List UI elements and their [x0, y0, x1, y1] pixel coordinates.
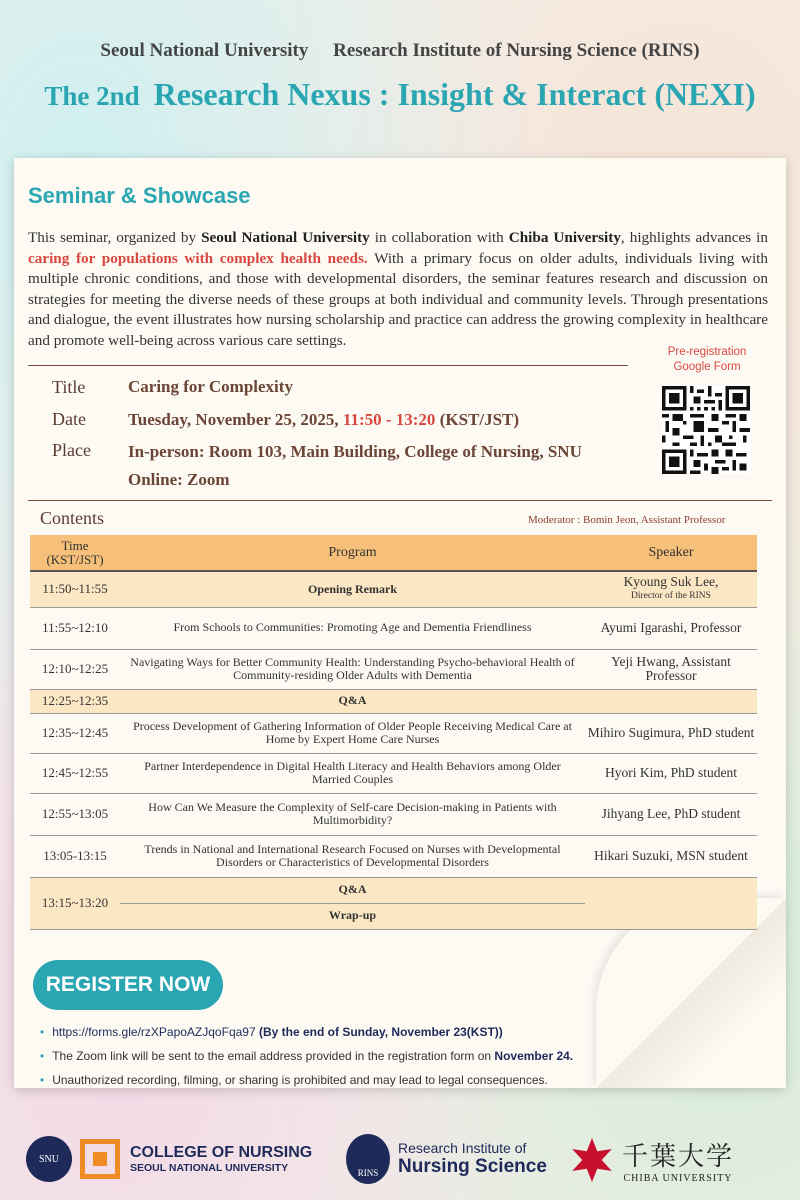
row-program: Wrap-up	[120, 903, 585, 929]
row-speaker	[585, 689, 757, 713]
recording-warning: Unauthorized recording, filming, or sharing is prohibited and may lead to legal consequences.	[52, 1073, 548, 1087]
header-time-line1: Time	[61, 537, 89, 553]
register-notes	[40, 1020, 680, 1092]
deadline-text: (By the end of Sunday, November 23(KST))	[258, 1025, 503, 1039]
row-program: How Can We Measure the Complexity of Self-care Decision-making in Patients with Multimorbidity?	[120, 793, 585, 835]
timezone-text: (KST/JST)	[435, 410, 520, 429]
row-time: 12:25~12:35	[30, 689, 120, 713]
intro-org-chiba: Chiba University	[508, 229, 621, 246]
date-value	[128, 410, 519, 430]
row-time: 13:15~13:20	[30, 877, 120, 929]
title-label: Title	[52, 377, 86, 397]
snu-con-logo	[26, 1136, 312, 1182]
row-time: 11:55~12:10	[30, 607, 120, 649]
intro-text-4: With a primary focus on older adults, individuals living with multiple chronic conditions, and those with developmental disorders, the seminar features research and discussion on strategies for meeting the diverse needs of these groups at both individual and community levels. Through presentations and dialogue, the event illustrates how nursing scholarship and practice can address the growing complexity in healthcare and promote well-being across various care settings.	[28, 249, 768, 349]
rins-text	[398, 1140, 547, 1178]
row-time: 11:50~11:55	[30, 571, 120, 607]
con-line2: SEOUL NATIONAL UNIVERSITY	[130, 1162, 289, 1174]
prereg-line1: Pre-registration	[667, 346, 747, 358]
row-speaker: Jihyang Lee, PhD student	[585, 793, 757, 835]
chiba-text	[622, 1136, 734, 1184]
footer-logos	[0, 1130, 800, 1200]
intro-org-snu: Seoul National University	[201, 229, 370, 246]
table-row	[30, 713, 757, 753]
speaker-title: Director of the RINS	[631, 591, 711, 602]
schedule-table	[30, 535, 757, 930]
section-title: Seminar & Showcase	[28, 183, 251, 208]
row-program: Partner Interdependence in Digital Health Literacy and Health Behaviors among Older Married Couples	[120, 753, 585, 793]
rins-line1: Research Institute of	[398, 1140, 527, 1156]
college-of-nursing-mark-icon	[80, 1139, 120, 1179]
row-time: 12:55~13:05	[30, 793, 120, 835]
zoom-date: November 24.	[494, 1049, 574, 1063]
contents-label: Contents	[40, 508, 105, 528]
zoom-note: The Zoom link will be sent to the email address provided in the registration form on	[52, 1049, 495, 1063]
chiba-logo	[570, 1136, 734, 1184]
row-time: 13:05-13:15	[30, 835, 120, 877]
row-speaker	[585, 571, 757, 607]
row-speaker: Mihiro Sugimura, PhD student	[585, 713, 757, 753]
register-now-button[interactable]: REGISTER NOW	[33, 960, 223, 1010]
date-label: Date	[52, 409, 86, 429]
row-speaker: Ayumi Igarashi, Professor	[585, 607, 757, 649]
place-label: Place	[52, 440, 91, 460]
table-row	[30, 571, 757, 607]
event-title	[0, 76, 800, 113]
place-value: In-person: Room 103, Main Building, College of Nursing, SNU	[128, 442, 582, 461]
header-speaker: Speaker	[585, 535, 757, 571]
registration-link[interactable]: https://forms.gle/rzXPapoAZJqoFqa97	[52, 1025, 256, 1039]
online-value: Online: Zoom	[128, 470, 230, 489]
table-row	[30, 689, 757, 713]
schedule-header-row	[30, 535, 757, 571]
row-time: 12:35~12:45	[30, 713, 120, 753]
header-time-line2: (KST/JST)	[46, 551, 104, 567]
time-text: 11:50 - 13:20	[342, 410, 436, 429]
header-top	[0, 40, 800, 62]
divider	[28, 500, 772, 501]
row-time: 12:10~12:25	[30, 649, 120, 689]
con-line1: COLLEGE OF NURSING	[130, 1144, 313, 1161]
college-of-nursing-text	[130, 1144, 312, 1174]
intro-text-1: This seminar, organized by	[28, 229, 202, 246]
intro-text-3: , highlights advances in	[620, 229, 768, 246]
table-row	[30, 877, 757, 903]
row-program: Process Development of Gathering Information of Older People Receiving Medical Care at Home by Expert Home Care Nurses	[120, 713, 585, 753]
speaker-name: Kyoung Suk Lee,	[623, 574, 719, 590]
table-row	[30, 649, 757, 689]
institute-name: Research Institute of Nursing Science (RINS)	[333, 40, 700, 61]
row-program: Trends in National and International Research Focused on Nurses with Developmental Disorders or Characteristics of Developmental Disorders	[120, 835, 585, 877]
list-item	[40, 1044, 680, 1068]
qr-code[interactable]	[662, 386, 750, 474]
row-time: 12:45~12:55	[30, 753, 120, 793]
row-program: Opening Remark	[120, 571, 585, 607]
divider	[28, 365, 628, 366]
row-speaker	[585, 877, 757, 929]
row-speaker: Hyori Kim, PhD student	[585, 753, 757, 793]
row-program: From Schools to Communities: Promoting Age and Dementia Friendliness	[120, 607, 585, 649]
header-time	[30, 535, 120, 571]
snu-seal-icon: SNU	[26, 1136, 72, 1182]
intro-highlight: caring for populations with complex health needs.	[28, 249, 368, 267]
list-item	[40, 1020, 680, 1044]
chiba-university-mark-icon	[570, 1138, 614, 1182]
table-row	[30, 793, 757, 835]
intro-text-2: in collaboration with	[369, 229, 509, 246]
list-item	[40, 1068, 680, 1092]
row-program: Navigating Ways for Better Community Health: Understanding Psycho-behavioral Health of Community-residing Older Adults with Dementia	[120, 649, 585, 689]
table-row	[30, 607, 757, 649]
rins-line2: Nursing Science	[398, 1156, 547, 1177]
rins-seal-icon: RINS	[346, 1134, 390, 1184]
rins-logo	[346, 1134, 547, 1184]
edition-label: The 2nd	[44, 81, 140, 111]
intro-paragraph	[28, 228, 768, 351]
prereg-label	[652, 345, 762, 375]
table-row	[30, 835, 757, 877]
date-text: Tuesday, November 25, 2025,	[128, 410, 343, 429]
header-program: Program	[120, 535, 585, 571]
table-row	[30, 753, 757, 793]
chiba-line1: 千葉大学	[622, 1142, 735, 1172]
row-speaker: Hikari Suzuki, MSN student	[585, 835, 757, 877]
university-name: Seoul National University	[100, 40, 309, 61]
prereg-line2: Google Form	[673, 361, 741, 373]
title-value: Caring for Complexity	[128, 377, 293, 396]
event-name: Research Nexus : Insight & Interact (NEXI)	[153, 76, 756, 112]
row-program: Q&A	[120, 877, 585, 903]
moderator-text: Moderator : Bomin Jeon, Assistant Professor	[528, 514, 726, 526]
row-speaker: Yeji Hwang, Assistant Professor	[585, 649, 757, 689]
row-program: Q&A	[120, 689, 585, 713]
chiba-line2: CHIBA UNIVERSITY	[623, 1173, 733, 1184]
